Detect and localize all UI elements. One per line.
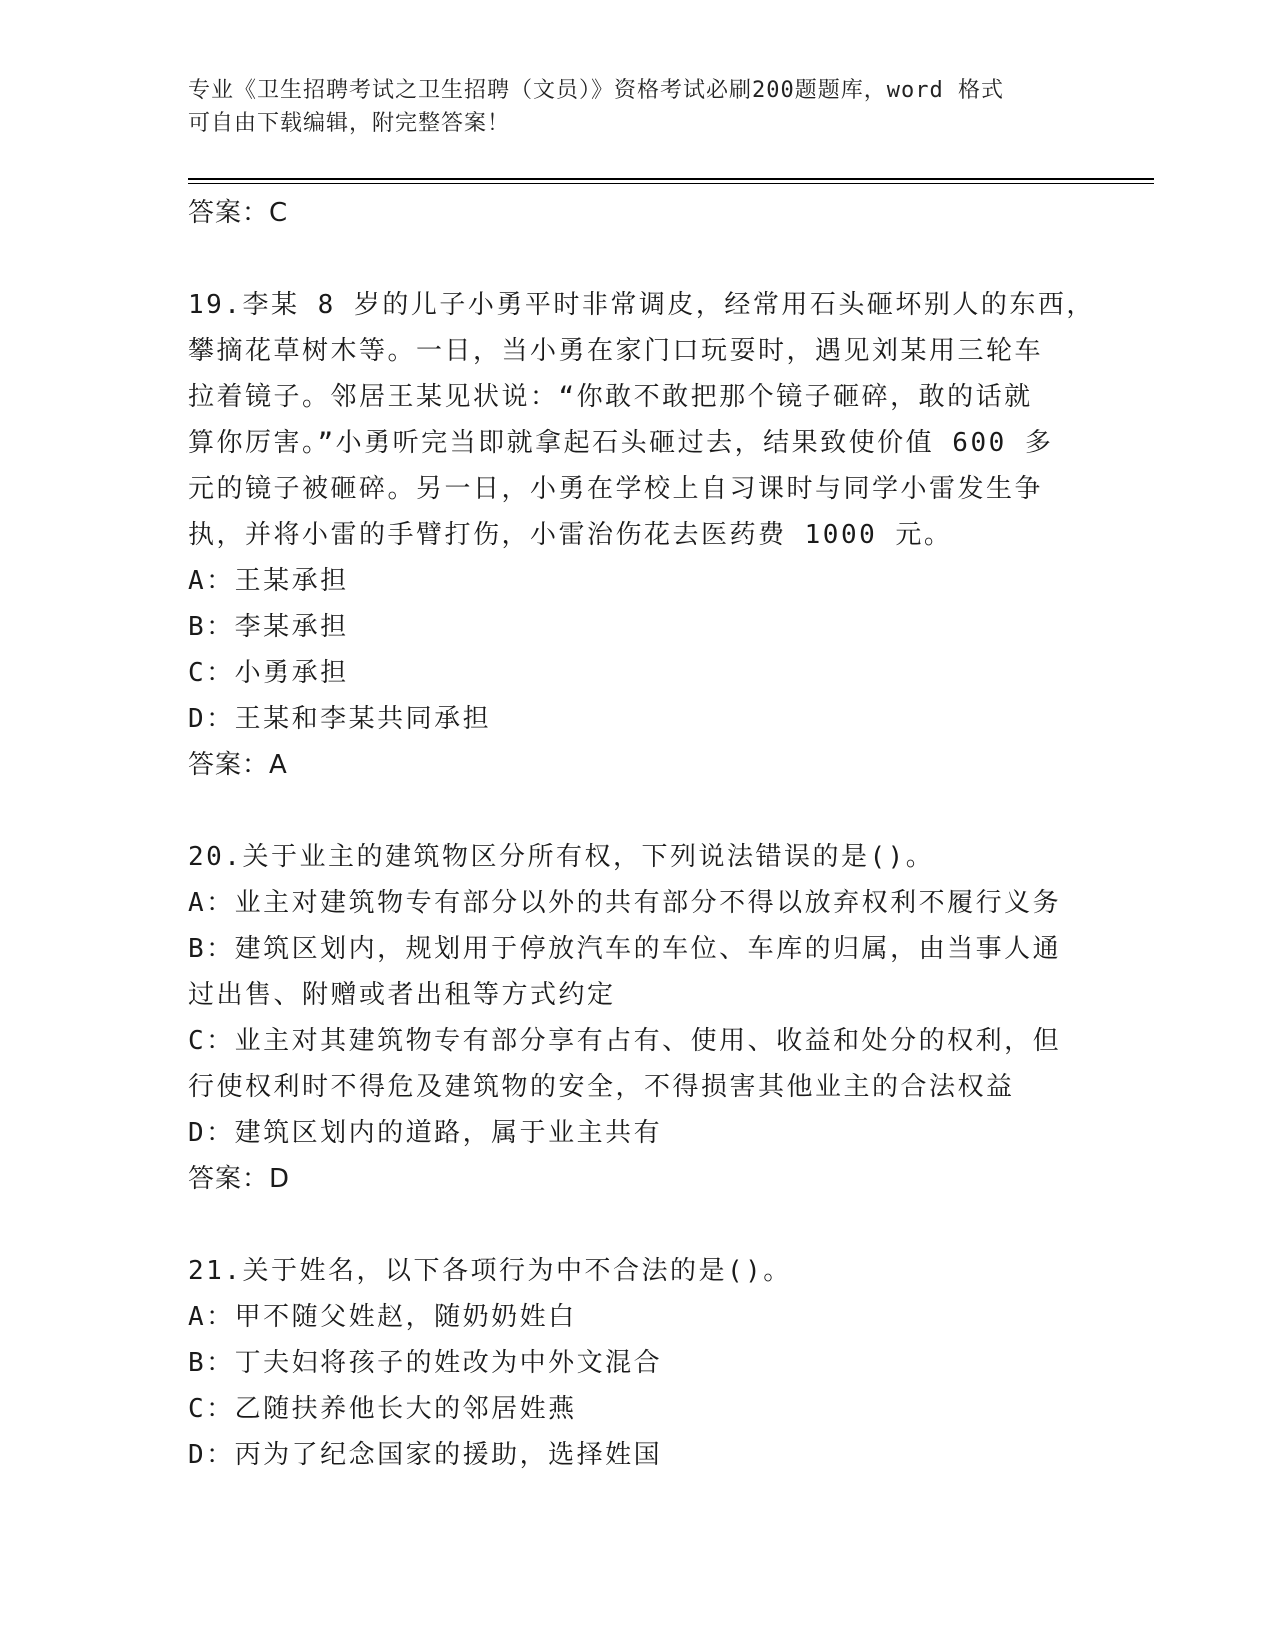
- option-d: D：建筑区划内的道路，属于业主共有: [188, 1118, 663, 1148]
- previous-answer: 答案：C: [188, 198, 289, 228]
- option-b: B：李某承担: [188, 612, 349, 642]
- question-stem-line: 执，并将小雷的手臂打伤，小雷治伤花去医药费 1000 元。: [188, 520, 953, 550]
- answer-19: 答案：A: [188, 750, 288, 780]
- question-19: [188, 282, 1095, 788]
- option-b-continued: 过出售、附赠或者出租等方式约定: [188, 980, 616, 1010]
- option-d: D：王某和李某共同承担: [188, 704, 492, 734]
- option-d: D：丙为了纪念国家的援助，选择姓国: [188, 1440, 663, 1470]
- question-stem-line: 元的镜子被砸碎。另一日，小勇在学校上自习课时与同学小雷发生争: [188, 474, 1044, 504]
- option-a: A：甲不随父姓赵，随奶奶姓白: [188, 1302, 577, 1332]
- question-stem-line: 20.关于业主的建筑物区分所有权，下列说法错误的是()。: [188, 842, 935, 872]
- page-header: [188, 74, 1088, 140]
- option-b: B：建筑区划内，规划用于停放汽车的车位、车库的归属，由当事人通: [188, 934, 1062, 964]
- option-c: C：乙随扶养他长大的邻居姓燕: [188, 1394, 577, 1424]
- question-20: [188, 834, 1088, 1202]
- question-stem-line: 拉着镜子。邻居王某见状说：“你敢不敢把那个镜子砸碎，敢的话就: [188, 382, 1033, 412]
- option-b: B：丁夫妇将孩子的姓改为中外文混合: [188, 1348, 663, 1378]
- spacer: [188, 788, 1088, 834]
- option-c: C：小勇承担: [188, 658, 349, 688]
- question-21: [188, 1248, 1088, 1478]
- option-a: A：业主对建筑物专有部分以外的共有部分不得以放弃权利不履行义务: [188, 888, 1062, 918]
- spacer: [188, 1202, 1088, 1248]
- question-stem-line: 算你厉害。”小勇听完当即就拿起石头砸过去，结果致使价值 600 多: [188, 428, 1054, 458]
- question-stem-line: 21.关于姓名，以下各项行为中不合法的是()。: [188, 1256, 792, 1286]
- question-stem-line: 攀摘花草树木等。一日，当小勇在家门口玩耍时，遇见刘某用三轮车: [188, 336, 1044, 366]
- answer-20: 答案：D: [188, 1164, 291, 1194]
- header-line-2: 可自由下载编辑，附完整答案！: [188, 111, 511, 136]
- spacer: [188, 236, 1088, 282]
- option-c-continued: 行使权利时不得危及建筑物的安全，不得损害其他业主的合法权益: [188, 1072, 1015, 1102]
- document-body: [188, 190, 1095, 1478]
- option-c: C：业主对其建筑物专有部分享有占有、使用、收益和处分的权利，但: [188, 1026, 1062, 1056]
- header-divider-thick: [188, 178, 1154, 180]
- option-a: A：王某承担: [188, 566, 349, 596]
- header-divider-thin: [188, 183, 1154, 184]
- question-stem-line: 19.李某 8 岁的儿子小勇平时非常调皮，经常用石头砸坏别人的东西，: [188, 290, 1095, 320]
- header-line-1: 专业《卫生招聘考试之卫生招聘（文员）》资格考试必刷200题题库，word 格式: [188, 78, 1004, 103]
